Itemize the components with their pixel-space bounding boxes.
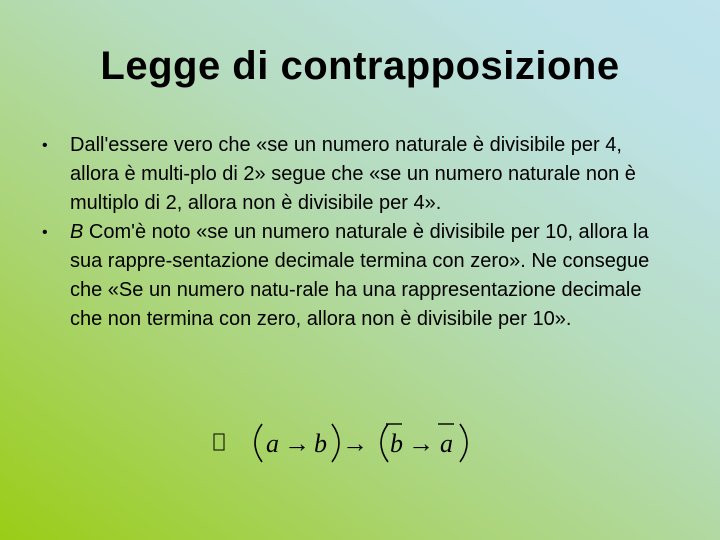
formula-a: a <box>266 429 279 458</box>
bullet-text: Dall'essere vero che «se un numero naturale è divisibile per 4, allora è multi-plo di 2» segue che «se un numero naturale non è multiplo di 2, allora non è divisibile per 4». <box>70 134 636 214</box>
missing-glyph-box <box>214 434 224 450</box>
bullet-marker: • <box>42 224 48 241</box>
formula-arrow-2: → <box>408 429 434 458</box>
formula-arrow-1: → <box>284 429 310 458</box>
bullet-item <box>40 218 650 334</box>
close-paren-right <box>460 424 467 462</box>
formula-arrow-main: → <box>342 429 368 458</box>
formula-not-a: a <box>440 429 453 458</box>
close-paren-left <box>332 424 339 462</box>
formula-svg <box>210 418 490 468</box>
slide-title: Legge di contrapposizione <box>100 44 620 88</box>
bullet-list <box>40 131 650 334</box>
contrapposition-formula <box>210 418 490 468</box>
formula-not-b: b <box>390 429 403 458</box>
bullet-lead: B <box>70 221 84 243</box>
bullet-text: Com'è noto «se un numero naturale è divisibile per 10, allora la sua rappre-sentazione decimale termina con zero». Ne consegue che «Se un numero natu-rale ha una rappresentazione decimale che non termina con zero, allora non è divisibile per 10». <box>70 221 650 330</box>
open-paren-right <box>381 424 388 462</box>
open-paren-left <box>255 424 262 462</box>
formula-b: b <box>314 429 327 458</box>
bullet-item <box>40 131 650 218</box>
bullet-marker: • <box>42 137 48 154</box>
